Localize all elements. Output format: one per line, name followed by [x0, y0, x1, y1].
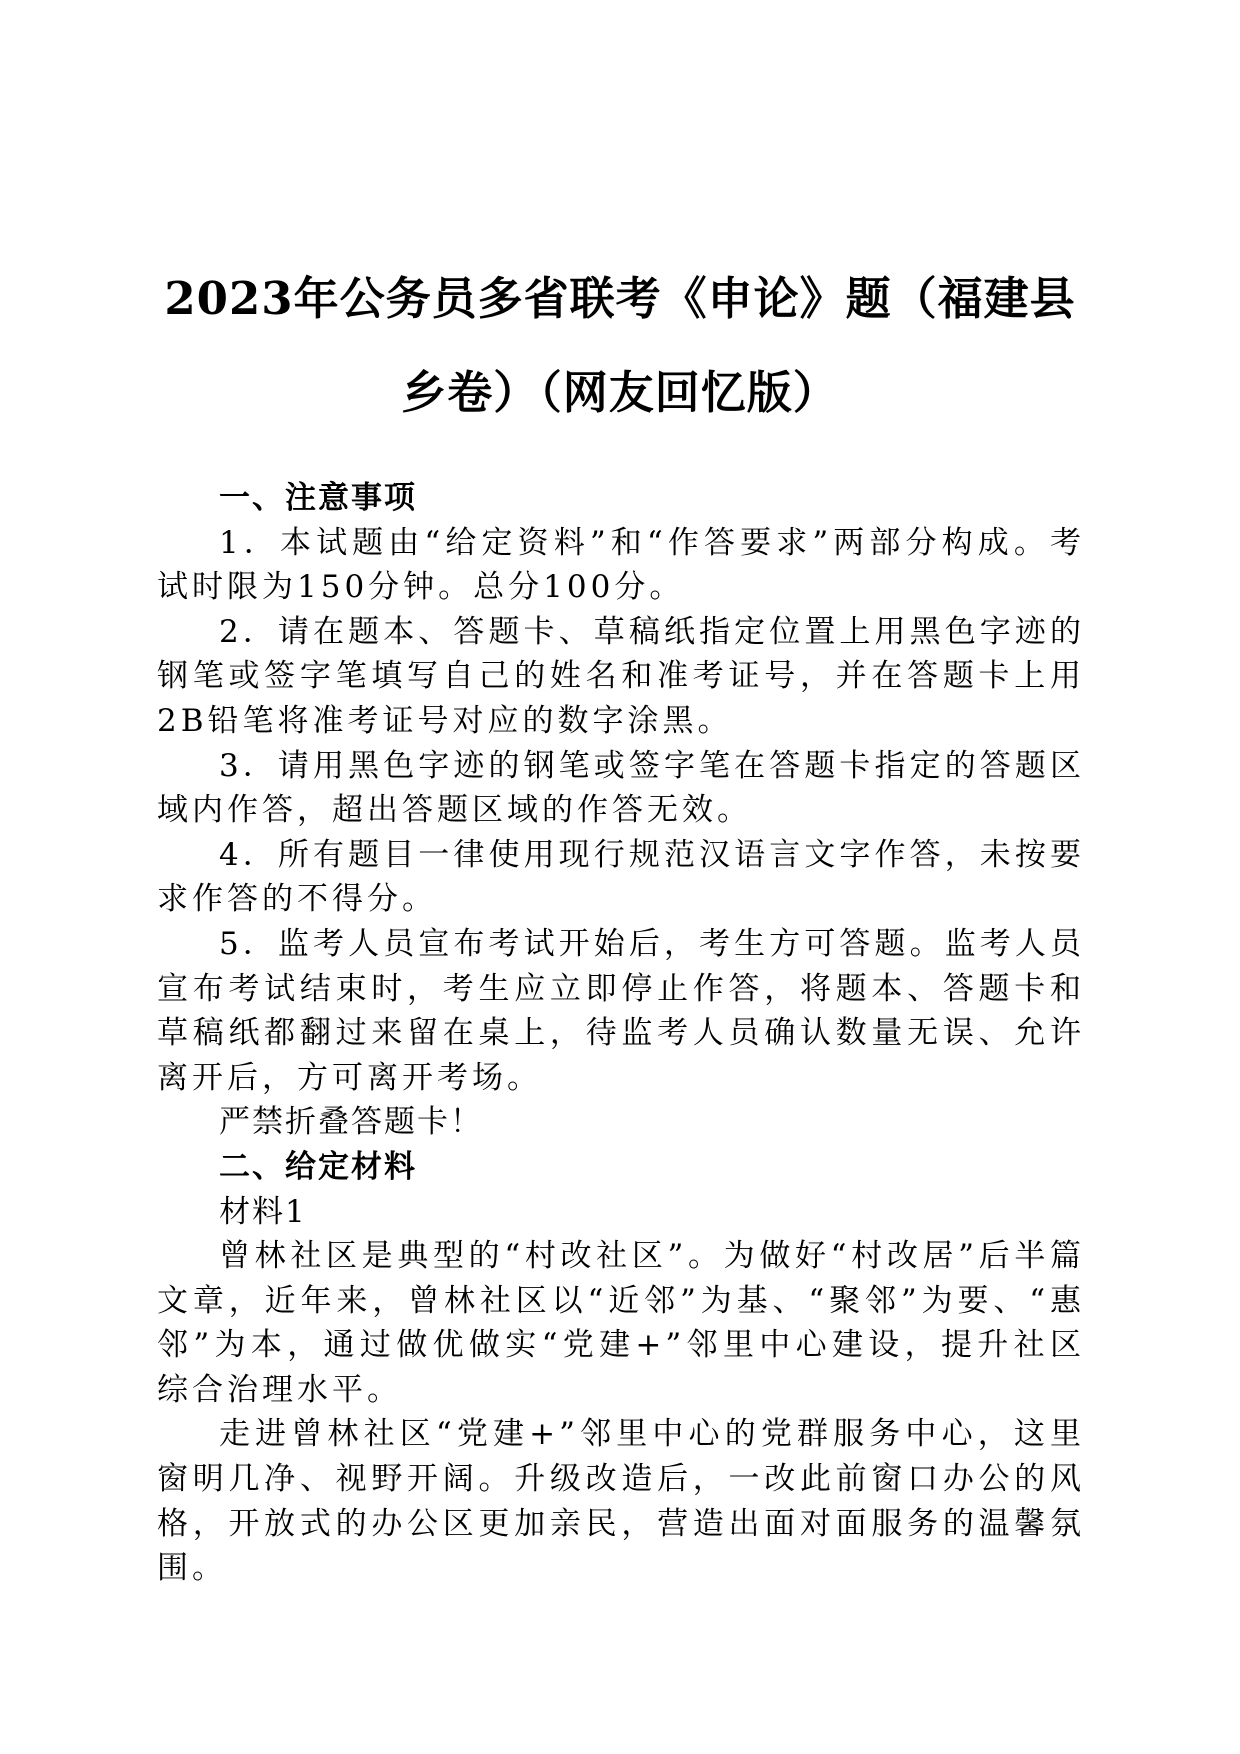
title-line-2: 乡卷）（网友回忆版） — [401, 366, 839, 419]
warning-text: 严禁折叠答题卡！ — [219, 1104, 483, 1141]
document-title — [155, 252, 1085, 440]
section-heading-materials: 二、给定材料 — [219, 1148, 417, 1185]
note-item-3: 3．请用黑色字迹的钢笔或签字笔在答题卡指定的答题区域内作答，超出答题区域的作答无效。 — [157, 747, 1085, 829]
material-paragraph-1: 曾林社区是典型的“村改社区”。为做好“村改居”后半篇文章，近年来，曾林社区以“近邻”为基、“聚邻”为要、“惠邻”为本，通过做优做实“党建+”邻里中心建设，提升社区综合治理水平。 — [157, 1238, 1085, 1408]
title-line-1: 2023年公务员多省联考《申论》题（福建县 — [164, 272, 1076, 325]
note-item-4: 4．所有题目一律使用现行规范汉语言文字作答，未按要求作答的不得分。 — [157, 836, 1085, 918]
material-label: 材料1 — [219, 1193, 307, 1230]
document-body — [157, 476, 1085, 1591]
material-paragraph-2: 走进曾林社区“党建+”邻里中心的党群服务中心，这里窗明几净、视野开阔。升级改造后，一改此前窗口办公的风格，开放式的办公区更加亲民，营造出面对面服务的温馨氛围。 — [157, 1416, 1085, 1587]
note-item-5: 5．监考人员宣布考试开始后，考生方可答题。监考人员宣布考试结束时，考生应立即停止作答，将题本、答题卡和草稿纸都翻过来留在桌上，待监考人员确认数量无误、允许离开后，方可离开考场。 — [157, 925, 1085, 1096]
note-item-1: 1．本试题由“给定资料”和“作答要求”两部分构成。考试时限为150分钟。总分100分。 — [157, 524, 1085, 606]
note-item-2: 2．请在题本、答题卡、草稿纸指定位置上用黑色字迹的钢笔或签字笔填写自己的姓名和准考证号，并在答题卡上用2B铅笔将准考证号对应的数字涂黑。 — [157, 613, 1085, 739]
section-heading-notes: 一、注意事项 — [219, 480, 417, 516]
